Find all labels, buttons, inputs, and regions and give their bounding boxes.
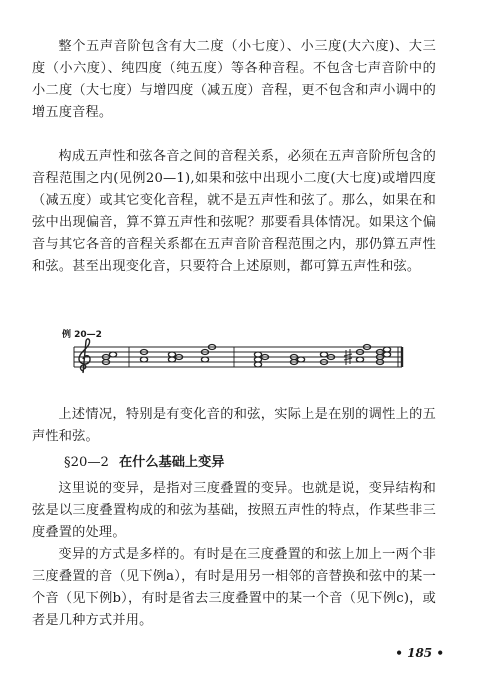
treble-clef-icon [79,339,90,373]
paragraph-variation-definition: 这里说的变异，是指对三度叠置的变异。也就是说，变异结构和弦是以三度叠置构成的和弦为基础，按照五声性的特点，作某些非三度叠置的处理。 [32,481,436,540]
example-label: 例 20—2 [62,330,102,340]
paragraph-pentatonic-chords: 构成五声性和弦各音之间的音程关系，必须在五声音阶所包含的音程范围之内(见例20—1),如果和弦中出现小二度(大七度)或增四度（减五度）或其它变化音程，就不是五声性和弦了。那么，如果在和弦中出现偏音，算不算五声性和弦呢？那要看具体情况。如果这个偏音与其它各音的音程关系都在五声音阶音程范围之内，那仍算五声性和弦。甚至出现变化音，只要符合上述原则，都可算五声性和弦。 [32,149,436,274]
section-number: §20—2 [64,455,109,470]
paragraph-pentatonic-intervals: 整个五声音阶包含有大二度（小七度）、小三度(大六度)、大三度（小六度）、纯四度（纯五度）等各种音程。不包含七声音阶中的小二度（大七度）与增四度（减五度）音程，更不包含和声小调中的增五度音程。 [32,39,436,120]
paragraph-altered-chords: 上述情况，特别是有变化音的和弦，实际上是在别的调性上的五声性和弦。 [32,407,436,444]
section-heading [64,452,224,474]
music-staff [62,335,407,377]
section-title: 在什么基础上变异 [118,455,225,470]
page-number: • 185 • [395,646,444,660]
music-example [62,327,407,377]
paragraph-variation-methods: 变异的方式是多样的。有时是在三度叠置的和弦上加上一两个非三度叠置的音（见下例a），有时是用另一相邻的音替换和弦中的某一个音（见下例b），有时是省去三度叠置中的某一个音（见下例c)，或者是几种方式并用。 [32,547,436,628]
